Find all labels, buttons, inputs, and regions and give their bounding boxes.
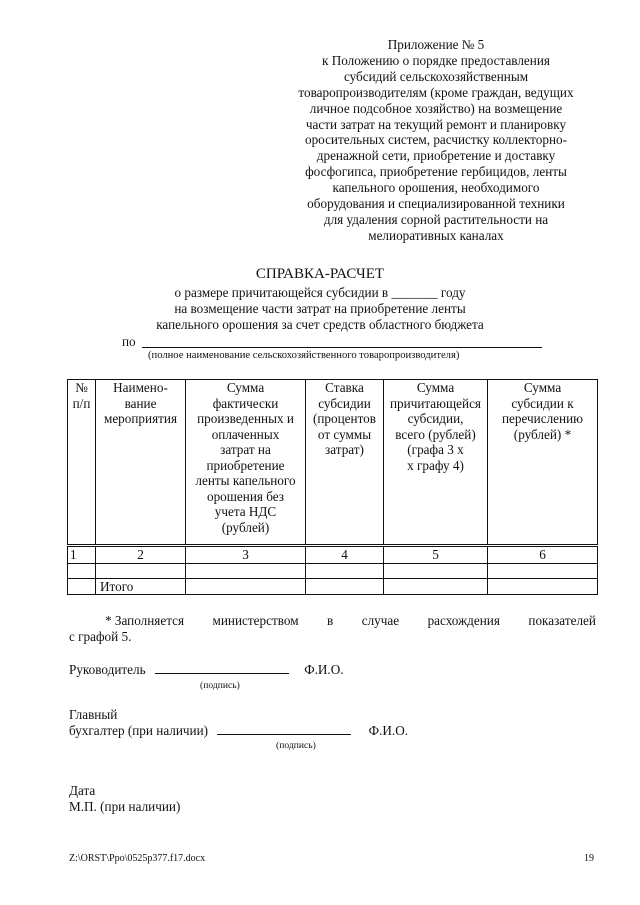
appendix-line: для удаления сорной растительности на [323, 211, 549, 227]
table-cell[interactable] [306, 563, 384, 578]
head-fio: Ф.И.О. [304, 662, 344, 677]
table-cell[interactable] [96, 563, 186, 578]
document-subtitle [0, 285, 640, 333]
appendix-line: части затрат на текущий ремонт и планировку [305, 116, 567, 132]
date-label: Дата [69, 783, 96, 798]
table-cell[interactable] [186, 578, 306, 595]
table-header-row [68, 380, 598, 546]
footnote-word: случае [361, 613, 400, 628]
appendix-line: к Положению о порядке предоставления [322, 52, 550, 68]
accountant-fio: Ф.И.О. [368, 723, 409, 738]
appendix-line: оборудования и специализированной техники [307, 196, 565, 212]
column-number: 2 [96, 546, 186, 564]
head-signature-hint: (подпись) [200, 680, 240, 691]
table-cell[interactable] [186, 563, 306, 578]
accountant-signature-line [69, 723, 408, 739]
head-signature-line [69, 662, 344, 678]
footnote-line: с графой 5. [69, 629, 132, 644]
appendix-block [268, 37, 604, 244]
producer-name-blank[interactable] [142, 347, 542, 348]
stamp-label: М.П. (при наличии) [69, 799, 181, 814]
appendix-line: мелиоративных каналах [368, 227, 504, 243]
appendix-line: капельного орошения, необходимого [332, 180, 540, 196]
appendix-line: дренажной сети, приобретение и доставку [316, 148, 556, 164]
subtitle-line: о размере причитающейся субсидии в _______ году [174, 285, 466, 300]
column-number: 5 [384, 546, 488, 564]
appendix-line: оросительных систем, расчистку коллекторно- [304, 132, 568, 148]
accountant-label-2: бухгалтер (при наличии) [69, 723, 209, 738]
footnote-word: в [327, 613, 334, 628]
appendix-line: личное подсобное хозяйство) на возмещение [309, 100, 563, 116]
header-cell: № п/п [68, 380, 96, 546]
appendix-line: Приложение № 5 [387, 37, 485, 52]
footnote [69, 613, 596, 645]
table-cell[interactable] [306, 578, 384, 595]
accountant-label-1: Главный [69, 707, 118, 722]
producer-name-hint: (полное наименование сельскохозяйственного товаропроизводителя) [148, 350, 460, 361]
head-signature-blank[interactable] [155, 673, 289, 674]
table-cell[interactable] [488, 563, 598, 578]
header-cell: Наимено- вание мероприятия [96, 380, 186, 546]
appendix-line: фосфогипса, приобретение гербицидов, ленты [305, 164, 567, 180]
column-number: 6 [488, 546, 598, 564]
producer-name-line [122, 334, 542, 350]
table-cell[interactable] [384, 578, 488, 595]
accountant-signature-blank[interactable] [217, 734, 351, 735]
column-number: 4 [306, 546, 384, 564]
subtitle-line: капельного орошения за счет средств областного бюджета [156, 316, 484, 332]
document-title: СПРАВКА-РАСЧЕТ [255, 266, 385, 282]
po-label: по [122, 334, 136, 349]
header-cell: Сумма субсидии к перечислению (рублей) * [488, 380, 598, 546]
column-number-row [68, 546, 598, 564]
header-cell: Сумма фактически произведенных и оплаченных затрат на приобретение ленты капельного орошения без учета НДС (рублей) [186, 380, 306, 546]
footnote-word: показателей [528, 613, 596, 628]
appendix-line: товаропроизводителям (кроме граждан, ведущих [298, 84, 574, 100]
footnote-word: министерством [212, 613, 299, 628]
page-number: 19 [584, 853, 594, 864]
accountant-signature-hint: (подпись) [276, 740, 316, 751]
appendix-line: субсидий сельскохозяйственным [343, 68, 529, 84]
total-row [68, 578, 598, 595]
table-row [68, 563, 598, 578]
footnote-word: * Заполняется [105, 613, 185, 628]
table-cell [68, 578, 96, 595]
calculation-table [67, 379, 598, 595]
table-cell[interactable] [488, 578, 598, 595]
column-number: 1 [68, 546, 96, 564]
total-label: Итого [96, 578, 186, 595]
head-label: Руководитель [69, 662, 146, 677]
subtitle-line: на возмещение части затрат на приобретение ленты [174, 300, 466, 316]
table-cell[interactable] [68, 563, 96, 578]
footer-file-path: Z:\ORST\Ppo\0525p377.f17.docx [69, 853, 206, 864]
header-cell: Сумма причитающейся субсидии, всего (рублей) (графа 3 х х графу 4) [384, 380, 488, 546]
header-cell: Ставка субсидии (процентов от суммы затрат) [306, 380, 384, 546]
footnote-word: расхождения [427, 613, 500, 628]
table-cell[interactable] [384, 563, 488, 578]
column-number: 3 [186, 546, 306, 564]
